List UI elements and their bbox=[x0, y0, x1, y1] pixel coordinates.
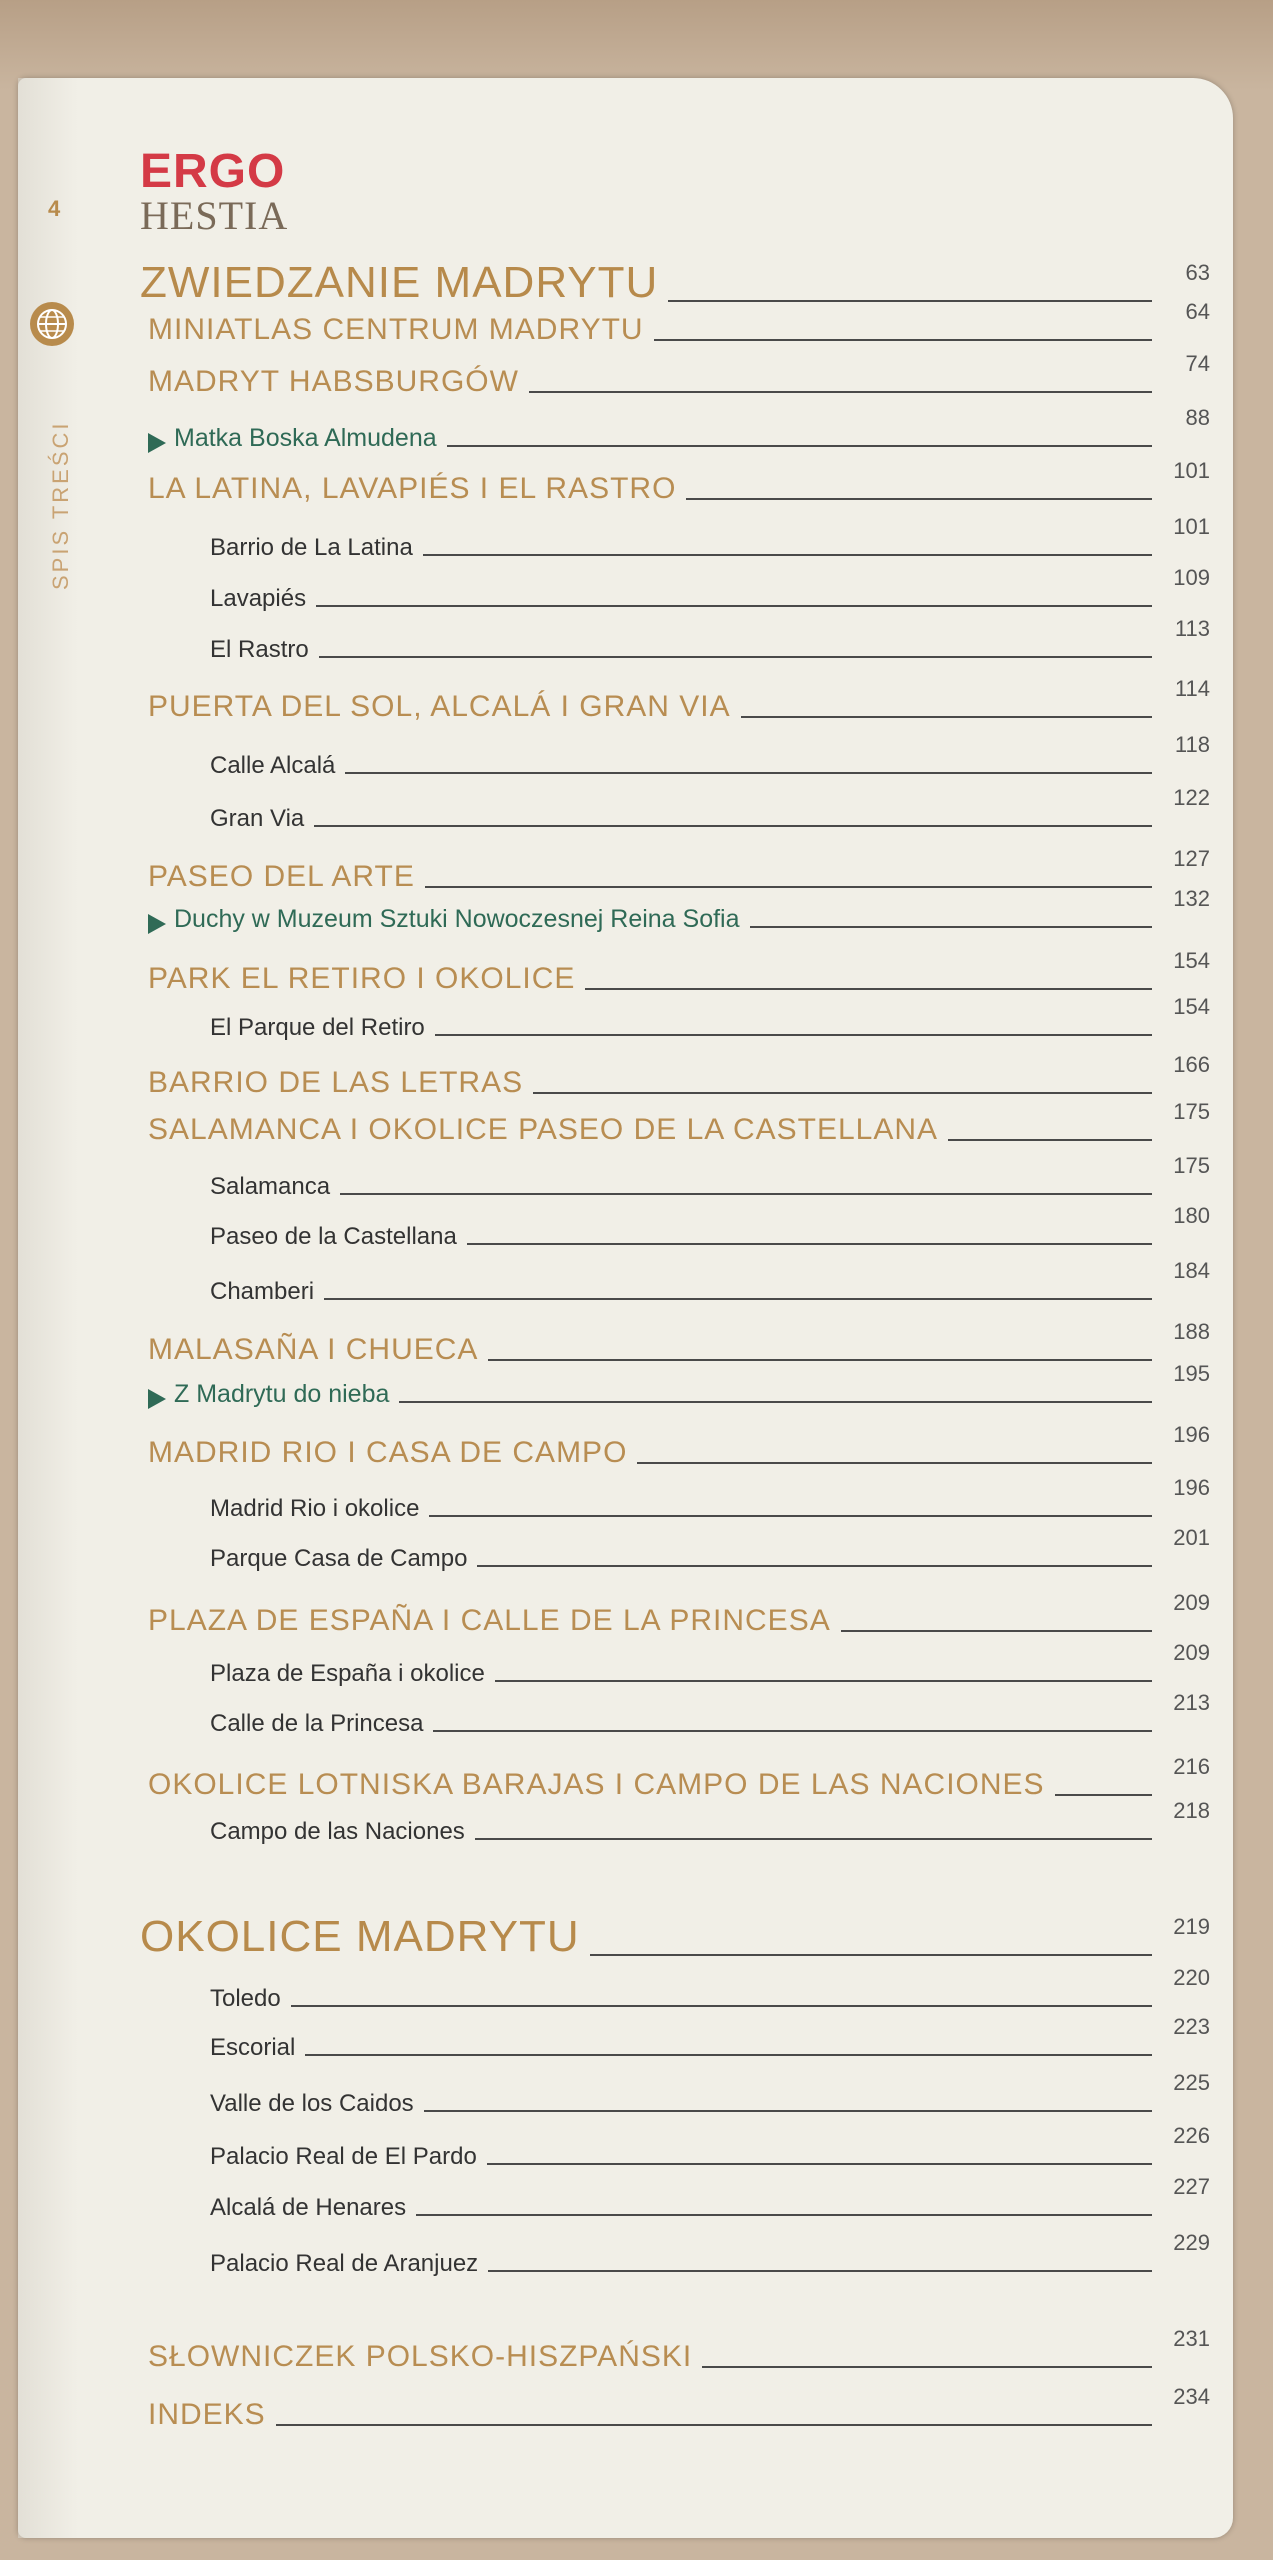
leader-line bbox=[316, 605, 1152, 607]
triangle-bullet-icon bbox=[148, 914, 166, 934]
toc-entry bbox=[148, 886, 1210, 934]
toc-entry bbox=[210, 1203, 1210, 1251]
toc-entry-title: Lavapiés bbox=[210, 585, 307, 612]
toc-entry-title: Paseo de la Castellana bbox=[210, 1223, 457, 1250]
toc-entry bbox=[148, 1422, 1210, 1470]
toc-entry-title: El Parque del Retiro bbox=[210, 1014, 425, 1041]
leader-line bbox=[654, 339, 1152, 341]
leader-line bbox=[425, 886, 1152, 888]
toc-entry bbox=[148, 458, 1210, 506]
toc-entry bbox=[210, 616, 1210, 664]
toc-entry-title: SALAMANCA I OKOLICE PASEO DE LA CASTELLANA bbox=[148, 1113, 939, 1146]
toc-entry-page: 234 bbox=[1173, 2384, 1210, 2409]
toc-entry-title: Madrid Rio i okolice bbox=[210, 1495, 420, 1522]
leader-line bbox=[1055, 1794, 1152, 1796]
toc-entry-title: MALASAÑA I CHUECA bbox=[148, 1333, 479, 1366]
toc-entry-title: Campo de las Naciones bbox=[210, 1818, 465, 1845]
toc-entry-page: 166 bbox=[1173, 1052, 1210, 1077]
toc-entry bbox=[148, 948, 1210, 996]
logo-hestia: HESTIA bbox=[140, 193, 289, 238]
leader-line bbox=[702, 2366, 1152, 2368]
leader-line bbox=[467, 1243, 1152, 1245]
leader-line bbox=[529, 391, 1152, 393]
toc-entry-title: Escorial bbox=[210, 2034, 296, 2061]
triangle-bullet-icon bbox=[148, 1389, 166, 1409]
toc-entry-page: 220 bbox=[1173, 1965, 1210, 1990]
toc-entry-title: Parque Casa de Campo bbox=[210, 1545, 468, 1572]
leader-line bbox=[345, 772, 1152, 774]
toc-entry-title: OKOLICE MADRYTU bbox=[140, 1912, 580, 1961]
toc-entry bbox=[148, 1361, 1210, 1409]
toc-entry-page: 196 bbox=[1173, 1422, 1210, 1447]
toc-entry bbox=[148, 2326, 1210, 2374]
triangle-bullet-icon bbox=[148, 433, 166, 453]
leader-line bbox=[741, 716, 1152, 718]
toc-entry-title: PLAZA DE ESPAÑA I CALLE DE LA PRINCESA bbox=[148, 1604, 831, 1637]
toc-entry-title: LA LATINA, LAVAPIÉS I EL RASTRO bbox=[148, 472, 677, 505]
toc-entry-title: Palacio Real de El Pardo bbox=[210, 2143, 477, 2170]
leader-line bbox=[424, 2110, 1152, 2112]
toc-entry bbox=[210, 565, 1210, 613]
toc-entry-title: Plaza de España i okolice bbox=[210, 1660, 485, 1687]
leader-line bbox=[488, 1359, 1152, 1361]
toc-entry-title: Matka Boska Almudena bbox=[174, 424, 437, 452]
toc-entry-page: 201 bbox=[1173, 1525, 1210, 1550]
toc-entry bbox=[210, 2070, 1210, 2118]
toc-entry-title: PUERTA DEL SOL, ALCALÁ I GRAN VIA bbox=[148, 690, 731, 723]
toc-entry bbox=[140, 258, 1210, 308]
leader-line bbox=[433, 1730, 1152, 1732]
leader-line bbox=[324, 1298, 1152, 1300]
toc-entry-page: 113 bbox=[1174, 616, 1210, 641]
toc-entry-page: 132 bbox=[1173, 886, 1210, 911]
toc-entry-page: 196 bbox=[1173, 1475, 1210, 1500]
toc-entry-page: 175 bbox=[1173, 1153, 1210, 1178]
page-number: 4 bbox=[48, 196, 61, 221]
leader-line bbox=[585, 988, 1152, 990]
toc-entry bbox=[210, 1153, 1210, 1201]
toc-entry-title: Calle de la Princesa bbox=[210, 1710, 424, 1737]
leader-line bbox=[637, 1462, 1152, 1464]
toc-entry-page: 109 bbox=[1173, 565, 1210, 590]
leader-line bbox=[668, 300, 1152, 302]
toc-entry-page: 213 bbox=[1173, 1690, 1210, 1715]
toc-entry-title: Palacio Real de Aranjuez bbox=[210, 2250, 479, 2277]
toc-entry bbox=[210, 994, 1210, 1042]
toc-entry bbox=[210, 1690, 1210, 1738]
leader-line bbox=[429, 1515, 1152, 1517]
toc-entry bbox=[148, 1052, 1210, 1100]
leader-line bbox=[948, 1139, 1152, 1141]
toc-entry bbox=[148, 299, 1210, 347]
toc-entry-page: 209 bbox=[1173, 1590, 1210, 1615]
toc-entry-page: 195 bbox=[1173, 1361, 1210, 1386]
toc-entry bbox=[148, 2384, 1210, 2432]
toc-entry-page: 188 bbox=[1173, 1319, 1210, 1344]
toc-entry-title: BARRIO DE LAS LETRAS bbox=[148, 1066, 524, 1099]
toc-entry-title: Calle Alcalá bbox=[210, 752, 336, 779]
toc-entry-title: PASEO DEL ARTE bbox=[148, 860, 415, 893]
leader-line bbox=[447, 445, 1152, 447]
leader-line bbox=[477, 1565, 1152, 1567]
toc-entry bbox=[148, 1099, 1210, 1147]
toc-entry bbox=[210, 785, 1210, 833]
leader-line bbox=[435, 1034, 1152, 1036]
toc-entry-page: 216 bbox=[1173, 1754, 1210, 1779]
toc-entry bbox=[140, 1912, 1210, 1962]
leader-line bbox=[841, 1630, 1152, 1632]
side-section-label: SPIS TREŚCI bbox=[48, 420, 73, 590]
leader-line bbox=[314, 825, 1152, 827]
leader-line bbox=[423, 554, 1152, 556]
toc-entry bbox=[210, 1965, 1210, 2013]
toc-entry-page: 218 bbox=[1173, 1798, 1210, 1823]
leader-line bbox=[533, 1092, 1152, 1094]
toc-entry bbox=[210, 1475, 1210, 1523]
leader-line bbox=[590, 1954, 1152, 1956]
toc-entry-title: INDEKS bbox=[148, 2398, 266, 2431]
toc-entry-page: 64 bbox=[1185, 299, 1210, 324]
toc-entry-page: 101 bbox=[1173, 458, 1210, 483]
toc-entry-title: Toledo bbox=[210, 1985, 281, 2012]
toc-entry bbox=[210, 1525, 1210, 1573]
toc-entry bbox=[210, 1798, 1210, 1846]
toc-entry-page: 154 bbox=[1173, 994, 1210, 1019]
leader-line bbox=[319, 656, 1152, 658]
toc-entry-page: 175 bbox=[1173, 1099, 1210, 1124]
toc-entry-title: Valle de los Caidos bbox=[210, 2090, 414, 2117]
leader-line bbox=[340, 1193, 1152, 1195]
leader-line bbox=[495, 1680, 1152, 1682]
toc-entry-page: 154 bbox=[1173, 948, 1210, 973]
toc-entry bbox=[148, 351, 1210, 399]
toc-entry-title: Duchy w Muzeum Sztuki Nowoczesnej Reina Sofia bbox=[174, 905, 740, 933]
toc-entry-page: 74 bbox=[1185, 351, 1210, 376]
leader-line bbox=[750, 926, 1152, 928]
toc-entry-title: MADRID RIO I CASA DE CAMPO bbox=[148, 1436, 628, 1469]
toc-entry bbox=[148, 1754, 1210, 1802]
toc-entry bbox=[210, 2014, 1210, 2062]
toc-entry-page: 227 bbox=[1173, 2174, 1210, 2199]
toc-entry-page: 229 bbox=[1173, 2230, 1210, 2255]
toc-entry-title: SŁOWNICZEK POLSKO-HISZPAŃSKI bbox=[148, 2340, 693, 2373]
leader-line bbox=[686, 498, 1152, 500]
toc-entry-title: MINIATLAS CENTRUM MADRYTU bbox=[148, 313, 644, 346]
toc-entry bbox=[210, 732, 1210, 780]
toc-entry bbox=[148, 1319, 1210, 1367]
toc-entry-title: Barrio de La Latina bbox=[210, 534, 413, 561]
toc-entry-title: El Rastro bbox=[210, 636, 309, 663]
toc-entry-page: 184 bbox=[1173, 1258, 1210, 1283]
toc-entry bbox=[210, 2174, 1210, 2222]
toc-entry-page: 223 bbox=[1173, 2014, 1210, 2039]
toc-entry bbox=[210, 1640, 1210, 1688]
toc-entry-page: 180 bbox=[1173, 1203, 1210, 1228]
leader-line bbox=[416, 2214, 1152, 2216]
toc-entry-page: 219 bbox=[1173, 1914, 1210, 1939]
toc-entry bbox=[148, 846, 1210, 894]
toc-entry-page: 231 bbox=[1173, 2326, 1210, 2351]
leader-line bbox=[291, 2005, 1152, 2007]
toc-entry-page: 88 bbox=[1185, 405, 1210, 430]
toc-entry-page: 101 bbox=[1173, 514, 1210, 539]
toc-entry-page: 122 bbox=[1173, 785, 1210, 810]
toc-entry-page: 127 bbox=[1173, 846, 1210, 871]
toc-entry-title: Gran Via bbox=[210, 805, 305, 832]
toc-entry bbox=[148, 405, 1210, 453]
logo-ergo: ERGO bbox=[140, 145, 286, 198]
toc-entry bbox=[148, 676, 1210, 724]
toc-entry bbox=[148, 1590, 1210, 1638]
leader-line bbox=[475, 1838, 1152, 1840]
toc-entry-page: 114 bbox=[1174, 676, 1210, 701]
toc-entry-page: 118 bbox=[1174, 732, 1210, 757]
leader-line bbox=[305, 2054, 1152, 2056]
toc-entry-title: ZWIEDZANIE MADRYTU bbox=[140, 258, 659, 307]
toc-entry-title: Alcalá de Henares bbox=[210, 2194, 407, 2221]
toc-entry bbox=[210, 514, 1210, 562]
leader-line bbox=[488, 2270, 1152, 2272]
toc-entry-page: 63 bbox=[1185, 260, 1210, 285]
leader-line bbox=[487, 2163, 1152, 2165]
toc-entry-title: MADRYT HABSBURGÓW bbox=[148, 365, 519, 398]
toc-entry bbox=[210, 2123, 1210, 2171]
toc-entry-title: Z Madrytu do nieba bbox=[174, 1380, 390, 1408]
leader-line bbox=[276, 2424, 1152, 2426]
toc-entry-title: Salamanca bbox=[210, 1173, 331, 1200]
toc-entry bbox=[210, 2230, 1210, 2278]
toc-entry-page: 209 bbox=[1173, 1640, 1210, 1665]
toc-entry-page: 225 bbox=[1173, 2070, 1210, 2095]
toc-entry bbox=[210, 1258, 1210, 1306]
leader-line bbox=[399, 1401, 1152, 1403]
toc-entry-title: OKOLICE LOTNISKA BARAJAS I CAMPO DE LAS NACIONES bbox=[148, 1768, 1045, 1801]
toc-entry-title: PARK EL RETIRO I OKOLICE bbox=[148, 962, 576, 995]
toc-entry-page: 226 bbox=[1173, 2123, 1210, 2148]
toc-entry-title: Chamberi bbox=[210, 1278, 315, 1305]
